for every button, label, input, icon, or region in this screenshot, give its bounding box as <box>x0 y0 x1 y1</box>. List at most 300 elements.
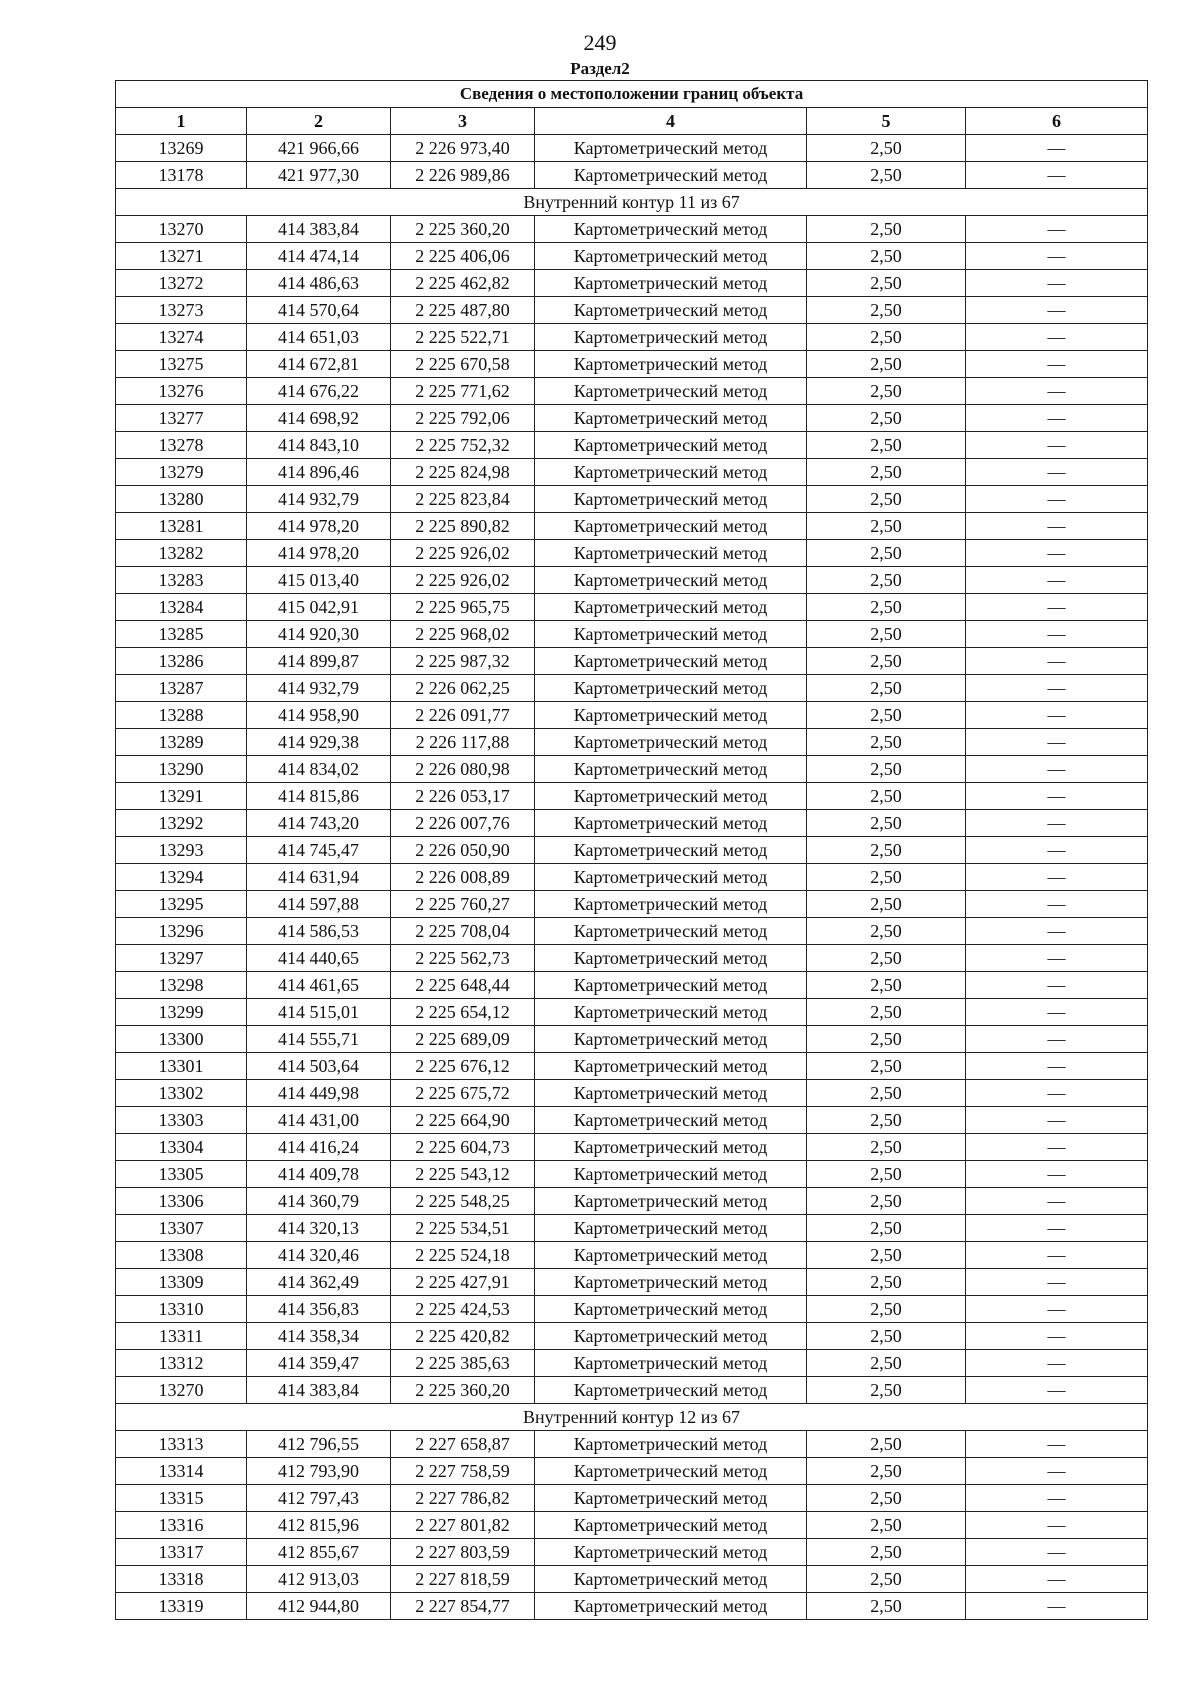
table-row <box>116 675 1148 702</box>
method-cell: Картометрический метод <box>535 1161 807 1188</box>
description-cell: — <box>966 432 1148 459</box>
table-row <box>116 837 1148 864</box>
y-coordinate-cell: 2 225 420,82 <box>391 1323 535 1350</box>
point-number-cell: 13307 <box>116 1215 247 1242</box>
point-number-cell: 13276 <box>116 378 247 405</box>
accuracy-cell: 2,50 <box>807 1296 966 1323</box>
point-number-cell: 13316 <box>116 1512 247 1539</box>
x-coordinate-cell: 414 958,90 <box>247 702 391 729</box>
description-cell: — <box>966 297 1148 324</box>
y-coordinate-cell: 2 225 522,71 <box>391 324 535 351</box>
accuracy-cell: 2,50 <box>807 1377 966 1404</box>
method-cell: Картометрический метод <box>535 351 807 378</box>
accuracy-cell: 2,50 <box>807 1458 966 1485</box>
description-cell: — <box>966 918 1148 945</box>
description-cell: — <box>966 135 1148 162</box>
y-coordinate-cell: 2 226 117,88 <box>391 729 535 756</box>
point-number-cell: 13272 <box>116 270 247 297</box>
table-row <box>116 1512 1148 1539</box>
y-coordinate-cell: 2 225 360,20 <box>391 216 535 243</box>
method-cell: Картометрический метод <box>535 513 807 540</box>
x-coordinate-cell: 414 815,86 <box>247 783 391 810</box>
accuracy-cell: 2,50 <box>807 1161 966 1188</box>
method-cell: Картометрический метод <box>535 837 807 864</box>
x-coordinate-cell: 412 793,90 <box>247 1458 391 1485</box>
method-cell: Картометрический метод <box>535 891 807 918</box>
method-cell: Картометрический метод <box>535 405 807 432</box>
description-cell: — <box>966 243 1148 270</box>
y-coordinate-cell: 2 227 758,59 <box>391 1458 535 1485</box>
x-coordinate-cell: 414 555,71 <box>247 1026 391 1053</box>
point-number-cell: 13271 <box>116 243 247 270</box>
y-coordinate-cell: 2 225 664,90 <box>391 1107 535 1134</box>
description-cell: — <box>966 1566 1148 1593</box>
description-cell: — <box>966 1296 1148 1323</box>
description-cell: — <box>966 405 1148 432</box>
description-cell: — <box>966 1188 1148 1215</box>
y-coordinate-cell: 2 227 801,82 <box>391 1512 535 1539</box>
table-row <box>116 1080 1148 1107</box>
x-coordinate-cell: 414 461,65 <box>247 972 391 999</box>
table-row <box>116 1593 1148 1620</box>
x-coordinate-cell: 414 932,79 <box>247 486 391 513</box>
y-coordinate-cell: 2 225 675,72 <box>391 1080 535 1107</box>
y-coordinate-cell: 2 227 854,77 <box>391 1593 535 1620</box>
y-coordinate-cell: 2 225 965,75 <box>391 594 535 621</box>
method-cell: Картометрический метод <box>535 1080 807 1107</box>
description-cell: — <box>966 162 1148 189</box>
point-number-cell: 13292 <box>116 810 247 837</box>
table-row <box>116 378 1148 405</box>
point-number-cell: 13291 <box>116 783 247 810</box>
y-coordinate-cell: 2 225 424,53 <box>391 1296 535 1323</box>
x-coordinate-cell: 412 855,67 <box>247 1539 391 1566</box>
method-cell: Картометрический метод <box>535 621 807 648</box>
table-row <box>116 1053 1148 1080</box>
method-cell: Картометрический метод <box>535 918 807 945</box>
table-row <box>116 999 1148 1026</box>
contour-label: Внутренний контур 11 из 67 <box>116 189 1148 216</box>
accuracy-cell: 2,50 <box>807 405 966 432</box>
y-coordinate-cell: 2 227 658,87 <box>391 1431 535 1458</box>
method-cell: Картометрический метод <box>535 1026 807 1053</box>
method-cell: Картометрический метод <box>535 270 807 297</box>
method-cell: Картометрический метод <box>535 1431 807 1458</box>
x-coordinate-cell: 414 359,47 <box>247 1350 391 1377</box>
accuracy-cell: 2,50 <box>807 1188 966 1215</box>
method-cell: Картометрический метод <box>535 1350 807 1377</box>
method-cell: Картометрический метод <box>535 135 807 162</box>
page-number: 249 <box>583 30 617 55</box>
method-cell: Картометрический метод <box>535 1269 807 1296</box>
method-cell: Картометрический метод <box>535 216 807 243</box>
table-row <box>116 1269 1148 1296</box>
coordinates-table <box>115 80 1148 1620</box>
description-cell: — <box>966 1215 1148 1242</box>
description-cell: — <box>966 675 1148 702</box>
description-cell: — <box>966 756 1148 783</box>
x-coordinate-cell: 414 651,03 <box>247 324 391 351</box>
table-row <box>116 135 1148 162</box>
point-number-cell: 13293 <box>116 837 247 864</box>
column-header-6: 6 <box>966 108 1148 135</box>
table-row <box>116 243 1148 270</box>
description-cell: — <box>966 837 1148 864</box>
point-number-cell: 13301 <box>116 1053 247 1080</box>
accuracy-cell: 2,50 <box>807 621 966 648</box>
column-header-1: 1 <box>116 108 247 135</box>
table-row <box>116 1539 1148 1566</box>
method-cell: Картометрический метод <box>535 324 807 351</box>
description-cell: — <box>966 1458 1148 1485</box>
y-coordinate-cell: 2 225 689,09 <box>391 1026 535 1053</box>
x-coordinate-cell: 421 966,66 <box>247 135 391 162</box>
description-cell: — <box>966 1080 1148 1107</box>
method-cell: Картометрический метод <box>535 1377 807 1404</box>
description-cell: — <box>966 1026 1148 1053</box>
accuracy-cell: 2,50 <box>807 1431 966 1458</box>
accuracy-cell: 2,50 <box>807 972 966 999</box>
x-coordinate-cell: 414 743,20 <box>247 810 391 837</box>
method-cell: Картометрический метод <box>535 378 807 405</box>
column-header-4: 4 <box>535 108 807 135</box>
accuracy-cell: 2,50 <box>807 378 966 405</box>
point-number-cell: 13278 <box>116 432 247 459</box>
point-number-cell: 13270 <box>116 1377 247 1404</box>
method-cell: Картометрический метод <box>535 810 807 837</box>
x-coordinate-cell: 412 913,03 <box>247 1566 391 1593</box>
accuracy-cell: 2,50 <box>807 162 966 189</box>
y-coordinate-cell: 2 225 752,32 <box>391 432 535 459</box>
point-number-cell: 13281 <box>116 513 247 540</box>
table-row <box>116 1566 1148 1593</box>
x-coordinate-cell: 414 631,94 <box>247 864 391 891</box>
contour-header-row <box>116 189 1148 216</box>
table-row <box>116 594 1148 621</box>
method-cell: Картометрический метод <box>535 1566 807 1593</box>
y-coordinate-cell: 2 225 548,25 <box>391 1188 535 1215</box>
method-cell: Картометрический метод <box>535 864 807 891</box>
description-cell: — <box>966 1539 1148 1566</box>
accuracy-cell: 2,50 <box>807 270 966 297</box>
x-coordinate-cell: 414 362,49 <box>247 1269 391 1296</box>
method-cell: Картометрический метод <box>535 1215 807 1242</box>
x-coordinate-cell: 414 409,78 <box>247 1161 391 1188</box>
method-cell: Картометрический метод <box>535 297 807 324</box>
x-coordinate-cell: 414 449,98 <box>247 1080 391 1107</box>
x-coordinate-cell: 414 320,13 <box>247 1215 391 1242</box>
description-cell: — <box>966 216 1148 243</box>
y-coordinate-cell: 2 225 543,12 <box>391 1161 535 1188</box>
x-coordinate-cell: 414 978,20 <box>247 540 391 567</box>
description-cell: — <box>966 1134 1148 1161</box>
method-cell: Картометрический метод <box>535 702 807 729</box>
description-cell: — <box>966 783 1148 810</box>
x-coordinate-cell: 414 843,10 <box>247 432 391 459</box>
accuracy-cell: 2,50 <box>807 1323 966 1350</box>
description-cell: — <box>966 864 1148 891</box>
description-cell: — <box>966 378 1148 405</box>
y-coordinate-cell: 2 227 803,59 <box>391 1539 535 1566</box>
method-cell: Картометрический метод <box>535 1593 807 1620</box>
point-number-cell: 13299 <box>116 999 247 1026</box>
point-number-cell: 13294 <box>116 864 247 891</box>
description-cell: — <box>966 1053 1148 1080</box>
y-coordinate-cell: 2 225 524,18 <box>391 1242 535 1269</box>
x-coordinate-cell: 412 796,55 <box>247 1431 391 1458</box>
accuracy-cell: 2,50 <box>807 1215 966 1242</box>
table-row <box>116 1215 1148 1242</box>
point-number-cell: 13319 <box>116 1593 247 1620</box>
x-coordinate-cell: 412 797,43 <box>247 1485 391 1512</box>
accuracy-cell: 2,50 <box>807 1107 966 1134</box>
y-coordinate-cell: 2 225 360,20 <box>391 1377 535 1404</box>
x-coordinate-cell: 414 358,34 <box>247 1323 391 1350</box>
y-coordinate-cell: 2 225 708,04 <box>391 918 535 945</box>
table-row <box>116 1188 1148 1215</box>
description-cell: — <box>966 1593 1148 1620</box>
point-number-cell: 13315 <box>116 1485 247 1512</box>
description-cell: — <box>966 1431 1148 1458</box>
point-number-cell: 13295 <box>116 891 247 918</box>
table-row <box>116 1296 1148 1323</box>
x-coordinate-cell: 414 416,24 <box>247 1134 391 1161</box>
x-coordinate-cell: 414 929,38 <box>247 729 391 756</box>
method-cell: Картометрический метод <box>535 783 807 810</box>
y-coordinate-cell: 2 225 534,51 <box>391 1215 535 1242</box>
x-coordinate-cell: 414 896,46 <box>247 459 391 486</box>
x-coordinate-cell: 415 042,91 <box>247 594 391 621</box>
description-cell: — <box>966 702 1148 729</box>
table-row <box>116 324 1148 351</box>
table-row <box>116 648 1148 675</box>
x-coordinate-cell: 414 978,20 <box>247 513 391 540</box>
point-number-cell: 13270 <box>116 216 247 243</box>
method-cell: Картометрический метод <box>535 1053 807 1080</box>
table-row <box>116 621 1148 648</box>
description-cell: — <box>966 1377 1148 1404</box>
column-header-5: 5 <box>807 108 966 135</box>
method-cell: Картометрический метод <box>535 1512 807 1539</box>
table-row <box>116 756 1148 783</box>
method-cell: Картометрический метод <box>535 972 807 999</box>
section-title: Раздел2 <box>570 59 630 78</box>
x-coordinate-cell: 421 977,30 <box>247 162 391 189</box>
point-number-cell: 13285 <box>116 621 247 648</box>
method-cell: Картометрический метод <box>535 1242 807 1269</box>
x-coordinate-cell: 415 013,40 <box>247 567 391 594</box>
accuracy-cell: 2,50 <box>807 756 966 783</box>
y-coordinate-cell: 2 226 080,98 <box>391 756 535 783</box>
y-coordinate-cell: 2 225 654,12 <box>391 999 535 1026</box>
description-cell: — <box>966 1269 1148 1296</box>
y-coordinate-cell: 2 226 007,76 <box>391 810 535 837</box>
method-cell: Картометрический метод <box>535 162 807 189</box>
table-row <box>116 1350 1148 1377</box>
x-coordinate-cell: 414 745,47 <box>247 837 391 864</box>
method-cell: Картометрический метод <box>535 999 807 1026</box>
accuracy-cell: 2,50 <box>807 135 966 162</box>
method-cell: Картометрический метод <box>535 1323 807 1350</box>
point-number-cell: 13311 <box>116 1323 247 1350</box>
y-coordinate-cell: 2 225 427,91 <box>391 1269 535 1296</box>
x-coordinate-cell: 414 899,87 <box>247 648 391 675</box>
x-coordinate-cell: 412 815,96 <box>247 1512 391 1539</box>
table-row <box>116 459 1148 486</box>
y-coordinate-cell: 2 225 792,06 <box>391 405 535 432</box>
accuracy-cell: 2,50 <box>807 486 966 513</box>
method-cell: Картометрический метод <box>535 648 807 675</box>
point-number-cell: 13275 <box>116 351 247 378</box>
accuracy-cell: 2,50 <box>807 918 966 945</box>
column-number-row <box>116 108 1148 135</box>
point-number-cell: 13303 <box>116 1107 247 1134</box>
y-coordinate-cell: 2 226 053,17 <box>391 783 535 810</box>
point-number-cell: 13290 <box>116 756 247 783</box>
accuracy-cell: 2,50 <box>807 297 966 324</box>
method-cell: Картометрический метод <box>535 729 807 756</box>
y-coordinate-cell: 2 226 989,86 <box>391 162 535 189</box>
y-coordinate-cell: 2 225 926,02 <box>391 540 535 567</box>
table-row <box>116 162 1148 189</box>
table-row <box>116 783 1148 810</box>
x-coordinate-cell: 414 597,88 <box>247 891 391 918</box>
table-row <box>116 1431 1148 1458</box>
point-number-cell: 13304 <box>116 1134 247 1161</box>
point-number-cell: 13300 <box>116 1026 247 1053</box>
method-cell: Картометрический метод <box>535 1134 807 1161</box>
accuracy-cell: 2,50 <box>807 567 966 594</box>
point-number-cell: 13279 <box>116 459 247 486</box>
table-row <box>116 702 1148 729</box>
accuracy-cell: 2,50 <box>807 243 966 270</box>
table-row <box>116 432 1148 459</box>
table-row <box>116 864 1148 891</box>
description-cell: — <box>966 486 1148 513</box>
point-number-cell: 13310 <box>116 1296 247 1323</box>
x-coordinate-cell: 414 834,02 <box>247 756 391 783</box>
x-coordinate-cell: 414 383,84 <box>247 1377 391 1404</box>
accuracy-cell: 2,50 <box>807 648 966 675</box>
accuracy-cell: 2,50 <box>807 945 966 972</box>
point-number-cell: 13296 <box>116 918 247 945</box>
method-cell: Картометрический метод <box>535 1107 807 1134</box>
description-cell: — <box>966 945 1148 972</box>
y-coordinate-cell: 2 226 050,90 <box>391 837 535 864</box>
y-coordinate-cell: 2 225 406,06 <box>391 243 535 270</box>
table-row <box>116 891 1148 918</box>
table-row <box>116 729 1148 756</box>
y-coordinate-cell: 2 225 771,62 <box>391 378 535 405</box>
y-coordinate-cell: 2 225 823,84 <box>391 486 535 513</box>
accuracy-cell: 2,50 <box>807 351 966 378</box>
y-coordinate-cell: 2 225 648,44 <box>391 972 535 999</box>
accuracy-cell: 2,50 <box>807 459 966 486</box>
table-row <box>116 918 1148 945</box>
accuracy-cell: 2,50 <box>807 675 966 702</box>
accuracy-cell: 2,50 <box>807 513 966 540</box>
accuracy-cell: 2,50 <box>807 810 966 837</box>
description-cell: — <box>966 459 1148 486</box>
description-cell: — <box>966 1485 1148 1512</box>
point-number-cell: 13297 <box>116 945 247 972</box>
table-row <box>116 270 1148 297</box>
table-row <box>116 1161 1148 1188</box>
point-number-cell: 13313 <box>116 1431 247 1458</box>
method-cell: Картометрический метод <box>535 1296 807 1323</box>
description-cell: — <box>966 1242 1148 1269</box>
description-cell: — <box>966 324 1148 351</box>
point-number-cell: 13284 <box>116 594 247 621</box>
description-cell: — <box>966 972 1148 999</box>
x-coordinate-cell: 414 440,65 <box>247 945 391 972</box>
y-coordinate-cell: 2 226 091,77 <box>391 702 535 729</box>
table-row <box>116 513 1148 540</box>
table-row <box>116 540 1148 567</box>
method-cell: Картометрический метод <box>535 1539 807 1566</box>
y-coordinate-cell: 2 225 987,32 <box>391 648 535 675</box>
point-number-cell: 13289 <box>116 729 247 756</box>
accuracy-cell: 2,50 <box>807 540 966 567</box>
point-number-cell: 13286 <box>116 648 247 675</box>
point-number-cell: 13314 <box>116 1458 247 1485</box>
table-row <box>116 1134 1148 1161</box>
point-number-cell: 13308 <box>116 1242 247 1269</box>
y-coordinate-cell: 2 226 008,89 <box>391 864 535 891</box>
accuracy-cell: 2,50 <box>807 1053 966 1080</box>
x-coordinate-cell: 414 474,14 <box>247 243 391 270</box>
contour-header-row <box>116 1404 1148 1431</box>
description-cell: — <box>966 1350 1148 1377</box>
y-coordinate-cell: 2 225 926,02 <box>391 567 535 594</box>
y-coordinate-cell: 2 225 968,02 <box>391 621 535 648</box>
table-row <box>116 972 1148 999</box>
x-coordinate-cell: 414 486,63 <box>247 270 391 297</box>
y-coordinate-cell: 2 225 562,73 <box>391 945 535 972</box>
method-cell: Картометрический метод <box>535 1458 807 1485</box>
y-coordinate-cell: 2 226 062,25 <box>391 675 535 702</box>
accuracy-cell: 2,50 <box>807 1539 966 1566</box>
y-coordinate-cell: 2 225 385,63 <box>391 1350 535 1377</box>
x-coordinate-cell: 414 672,81 <box>247 351 391 378</box>
x-coordinate-cell: 414 320,46 <box>247 1242 391 1269</box>
description-cell: — <box>966 513 1148 540</box>
description-cell: — <box>966 1107 1148 1134</box>
x-coordinate-cell: 414 570,64 <box>247 297 391 324</box>
table-body <box>116 135 1148 1620</box>
y-coordinate-cell: 2 227 818,59 <box>391 1566 535 1593</box>
accuracy-cell: 2,50 <box>807 999 966 1026</box>
table-row <box>116 351 1148 378</box>
description-cell: — <box>966 891 1148 918</box>
point-number-cell: 13309 <box>116 1269 247 1296</box>
x-coordinate-cell: 414 676,22 <box>247 378 391 405</box>
accuracy-cell: 2,50 <box>807 1566 966 1593</box>
point-number-cell: 13317 <box>116 1539 247 1566</box>
x-coordinate-cell: 414 360,79 <box>247 1188 391 1215</box>
table-row <box>116 1242 1148 1269</box>
method-cell: Картометрический метод <box>535 945 807 972</box>
accuracy-cell: 2,50 <box>807 1026 966 1053</box>
method-cell: Картометрический метод <box>535 675 807 702</box>
column-header-3: 3 <box>391 108 535 135</box>
y-coordinate-cell: 2 226 973,40 <box>391 135 535 162</box>
point-number-cell: 13312 <box>116 1350 247 1377</box>
y-coordinate-cell: 2 225 760,27 <box>391 891 535 918</box>
method-cell: Картометрический метод <box>535 486 807 513</box>
point-number-cell: 13273 <box>116 297 247 324</box>
method-cell: Картометрический метод <box>535 756 807 783</box>
